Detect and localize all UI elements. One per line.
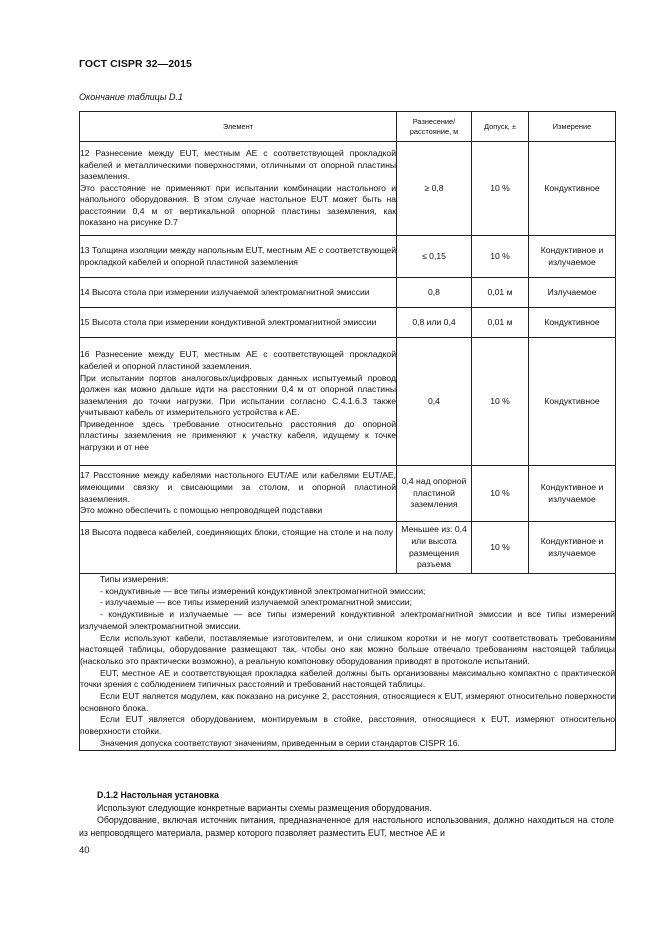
col-header-distance: Разнесение/ расстояние, м xyxy=(397,112,472,142)
table-caption: Окончание таблицы D.1 xyxy=(79,92,183,102)
cell-element xyxy=(80,522,397,574)
note-line: - излучаемые — все типы измерений излучаемой электромагнитной эмиссии; xyxy=(100,597,412,608)
cell-element xyxy=(80,338,397,466)
cell-distance: 0,4 xyxy=(397,338,472,466)
table-row xyxy=(80,278,616,308)
cell-text: 14 Высота стола при измерении излучаемой электромагнитной эмиссии xyxy=(80,286,370,297)
section-body xyxy=(79,802,614,839)
cell-element xyxy=(80,236,397,278)
cell-tolerance: 10 % xyxy=(472,338,529,466)
table-notes xyxy=(80,574,616,751)
cell-measurement: Кондуктивное xyxy=(529,142,616,236)
note-line: EUT, местное AE и соответствующая прокладка кабелей должны быть организованы максимально компактно с практической точки зрения с соблюдением типичных расстояний и требований настоящей таблицы. xyxy=(80,667,615,690)
cell-text: 18 Высота подвеса кабелей, соединяющих блоки, стоящие на столе и на полу xyxy=(80,527,394,537)
table-row xyxy=(80,522,616,574)
cell-distance: ≥ 0,8 xyxy=(397,142,472,236)
cell-text: Это расстояние не применяют при испытании комбинации настольного и напольного оборудования. В этом случае настольное EUT может быть на расстоянии 0,4 м от вертикальной опорной пластины заземления, как показано на рисунке D.7 xyxy=(80,182,396,228)
col-header-element: Элемент xyxy=(80,112,397,142)
cell-tolerance: 10 % xyxy=(472,236,529,278)
cell-distance: ≤ 0,15 xyxy=(397,236,472,278)
table-row xyxy=(80,466,616,522)
cell-text: 17 Расстояние между кабелями настольного EUT/AE или кабелями EUT/AE, имеющими связку и свисающими за столом, и опорной пластиной заземления. xyxy=(80,470,396,504)
cell-element xyxy=(80,278,397,308)
col-header-tolerance: Допуск, ± xyxy=(472,112,529,142)
note-line: Типы измерения: xyxy=(100,574,169,584)
cell-distance: Меньшее из: 0,4 или высота размещения разъема xyxy=(397,522,472,574)
table-d1 xyxy=(79,111,616,751)
table-header-row xyxy=(80,112,616,142)
paragraph: Используют следующие конкретные варианты схемы размещения оборудования. xyxy=(97,803,432,813)
table-row xyxy=(80,338,616,466)
note-line: - кондуктивные и излучаемые — все типы измерений кондуктивной электромагнитной эмиссии и все типы измерений излучаемой электромагнитной эмиссии. xyxy=(80,609,615,631)
note-line: Если EUT является модулем, как показано на рисунке 2, расстояния, относящиеся к EUT, измеряют относительно поверхности основного блока. xyxy=(80,691,615,713)
table-row xyxy=(80,236,616,278)
col-header-measurement: Измерение xyxy=(529,112,616,142)
cell-distance: 0,8 xyxy=(397,278,472,308)
note-line: Если используют кабели, поставляемые изготовителем, и они слишком коротки и не могут соответствовать требованиям настоящей таблицы, оборудование размещают так, чтобы оно как можно больше отвечало требованиям настоящей таблицы (насколько это практически возможно), а реальную компоновку оборудования приводят в протоколе испытаний. xyxy=(80,632,615,666)
cell-text: 15 Высота стола при измерении кондуктивной электромагнитной эмиссии xyxy=(80,316,377,327)
table-row xyxy=(80,142,616,236)
table-notes-row xyxy=(80,574,616,751)
page-header: ГОСТ CISPR 32—2015 xyxy=(79,58,192,70)
cell-text: 12 Разнесение между EUT, местным AE с соответствующей прокладкой кабелей и металлическими поверхностями, отличными от опорной пластины заземления. xyxy=(80,147,396,182)
cell-text: Это можно обеспечить с помощью непроводящей подставки xyxy=(80,505,323,516)
cell-element xyxy=(80,142,397,236)
cell-tolerance: 10 % xyxy=(472,466,529,522)
cell-tolerance: 10 % xyxy=(472,142,529,236)
cell-measurement: Кондуктивное xyxy=(529,338,616,466)
paragraph: Оборудование, включая источник питания, предназначенное для настольного использования, должно находиться на столе из непроводящего материала, размер которого позволяет разместить EUT, местное AE и xyxy=(79,815,614,838)
cell-measurement: Кондуктивное и излучаемое xyxy=(529,522,616,574)
note-line: Если EUT является оборудованием, монтируемым в стойке, расстояния, относящиеся к EUT, измеряют относительно поверхности стойки. xyxy=(80,714,615,737)
cell-distance: 0,8 или 0,4 xyxy=(397,308,472,338)
cell-element xyxy=(80,308,397,338)
cell-tolerance: 0,01 м xyxy=(472,278,529,308)
cell-measurement: Излучаемое xyxy=(529,278,616,308)
cell-text: Приведенное здесь требование относительно расстояния до опорной пластины заземления не применяют к участку кабеля, идущему к точке нагрузки и от нее xyxy=(80,418,396,453)
note-line: - кондуктивные — все типы измерений кондуктивной электромагнитной эмиссии; xyxy=(100,585,426,596)
cell-tolerance: 0,01 м xyxy=(472,308,529,338)
cell-text: 13 Толщина изоляции между напольным EUT, местным AE с соответствующей прокладкой кабелей и опорной пластиной заземления xyxy=(80,244,396,267)
note-line: Значения допуска соответствуют значениям, приведенным в серии стандартов CISPR 16. xyxy=(100,737,460,748)
cell-tolerance: 10 % xyxy=(472,522,529,574)
cell-measurement: Кондуктивное и излучаемое xyxy=(529,466,616,522)
page-number: 40 xyxy=(79,845,90,856)
cell-element xyxy=(80,466,397,522)
cell-distance: 0,4 над опорной пластиной заземления xyxy=(397,466,472,522)
cell-text: При испытании портов аналоговых/цифровых данных испытуемый провод должен как можно дальше идти на расстоянии 0,4 м от опорной пластины заземления до точки нагрузки. При испытании согласно С.4.1.6.3 также учитывают кабель от измерительного устройства к AE. xyxy=(80,372,396,418)
cell-measurement: Кондуктивное и излучаемое xyxy=(529,236,616,278)
cell-text: 16 Разнесение между EUT, местным AE с соответствующей прокладкой кабелей и опорной пластиной заземления. xyxy=(80,349,396,371)
cell-measurement: Кондуктивное xyxy=(529,308,616,338)
section-title: D.1.2 Настольная установка xyxy=(97,790,219,800)
table-row xyxy=(80,308,616,338)
